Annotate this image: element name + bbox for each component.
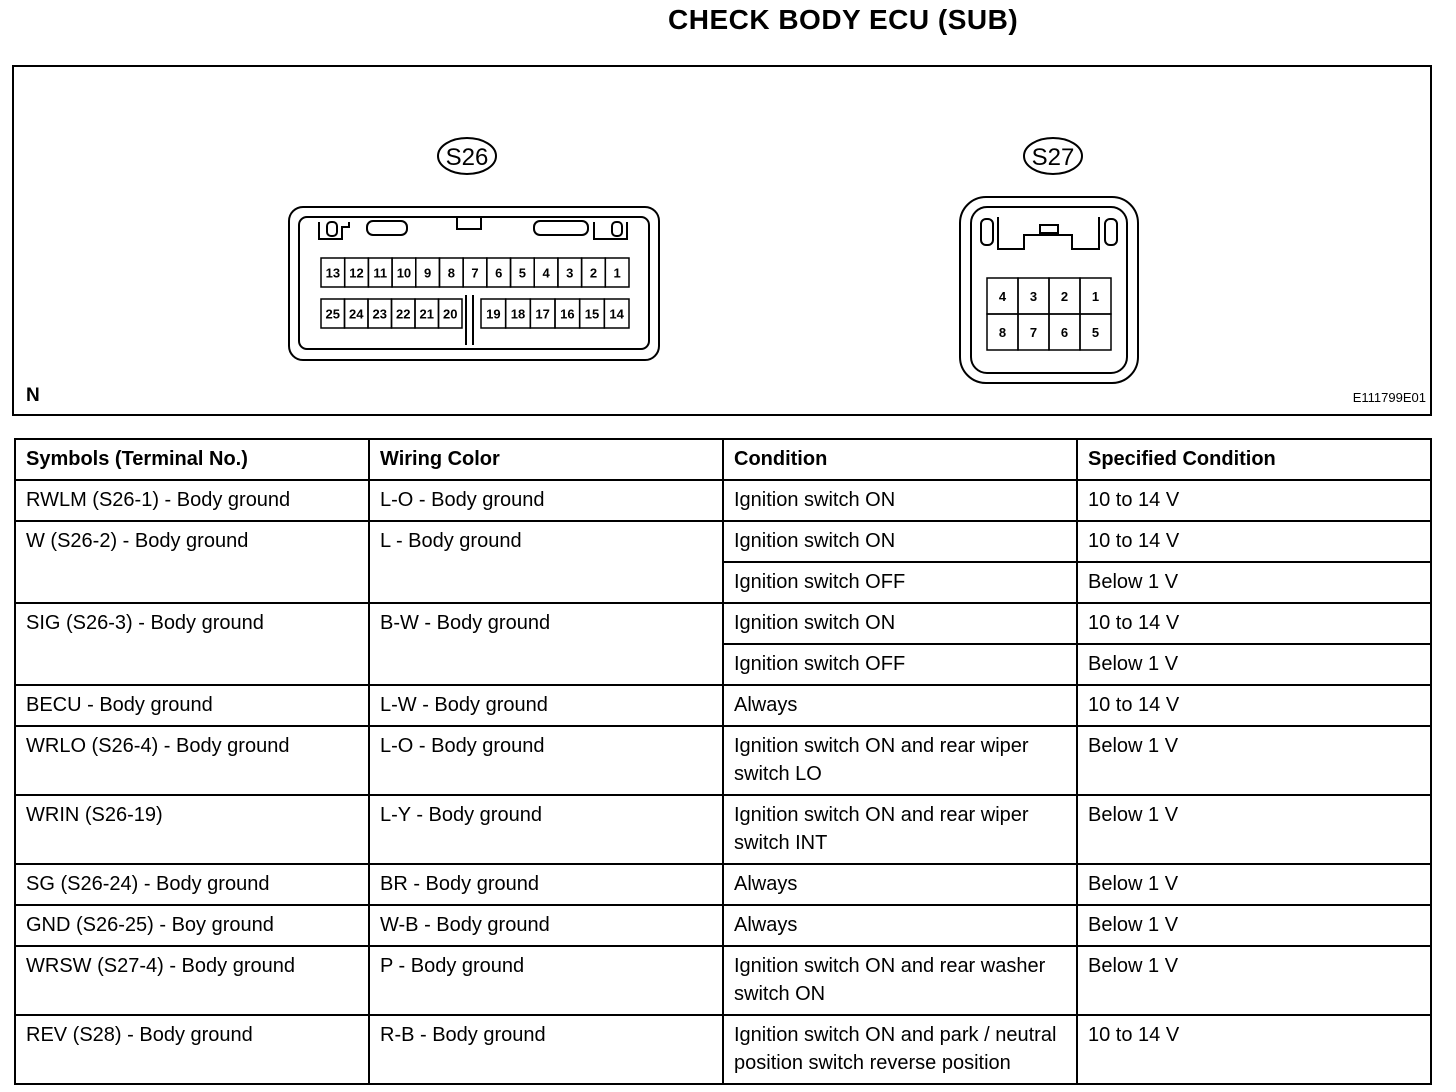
pin-number: 4 (542, 265, 550, 281)
connector-s26 (289, 207, 659, 360)
pin-number: 1 (1091, 289, 1100, 304)
table-row (15, 946, 1431, 1015)
cell-specified-condition: 10 to 14 V (1077, 521, 1431, 562)
cell-specified-condition: Below 1 V (1077, 795, 1431, 864)
pin-number: 25 (325, 306, 340, 322)
cell-symbol: SIG (S26-3) - Body ground (15, 603, 369, 685)
pin-number: 8 (447, 265, 455, 281)
cell-wiring-color: L-O - Body ground (369, 726, 723, 795)
pin-number: 2 (589, 265, 598, 281)
pin-number: 20 (443, 306, 458, 322)
cell-symbol: WRSW (S27-4) - Body ground (15, 946, 369, 1015)
spec-table (14, 438, 1432, 1085)
pin-number: 19 (486, 306, 501, 322)
cell-specified-condition: 10 to 14 V (1077, 685, 1431, 726)
pin-number: 1 (613, 265, 621, 281)
connector-s27 (960, 197, 1138, 383)
cell-condition: Ignition switch OFF (723, 562, 1077, 603)
cell-condition: Ignition switch ON and park / neutral position switch reverse position (723, 1015, 1077, 1084)
pin-number: 7 (471, 265, 479, 281)
cell-specified-condition: Below 1 V (1077, 905, 1431, 946)
cell-specified-condition: Below 1 V (1077, 726, 1431, 795)
table-row (15, 726, 1431, 795)
pin-number: 14 (609, 306, 624, 322)
cell-wiring-color: L-W - Body ground (369, 685, 723, 726)
cell-wiring-color: R-B - Body ground (369, 1015, 723, 1084)
pin-number: 23 (372, 306, 387, 322)
cell-symbol: BECU - Body ground (15, 685, 369, 726)
table-row (15, 685, 1431, 726)
cell-condition: Ignition switch ON (723, 480, 1077, 521)
s26-label: S26 (445, 144, 489, 171)
pin-number: 6 (1060, 325, 1069, 340)
cell-specified-condition: 10 to 14 V (1077, 603, 1431, 644)
cell-wiring-color: BR - Body ground (369, 864, 723, 905)
pin-number: 18 (510, 306, 526, 322)
cell-symbol: GND (S26-25) - Boy ground (15, 905, 369, 946)
table-header-row (15, 439, 1431, 480)
cell-wiring-color: P - Body ground (369, 946, 723, 1015)
cell-specified-condition: Below 1 V (1077, 946, 1431, 1015)
table-row (15, 905, 1431, 946)
pin-number: 4 (998, 289, 1007, 304)
pin-number: 7 (1029, 325, 1038, 340)
cell-wiring-color: B-W - Body ground (369, 603, 723, 685)
cell-wiring-color: L-Y - Body ground (369, 795, 723, 864)
pin-number: 21 (419, 306, 434, 322)
cell-specified-condition: Below 1 V (1077, 562, 1431, 603)
pin-number: 24 (349, 306, 364, 322)
header-symbols: Symbols (Terminal No.) (15, 439, 369, 480)
cell-wiring-color: L-O - Body ground (369, 480, 723, 521)
cell-specified-condition: 10 to 14 V (1077, 1015, 1431, 1084)
table-row (15, 521, 1431, 562)
cell-symbol: RWLM (S26-1) - Body ground (15, 480, 369, 521)
cell-wiring-color: W-B - Body ground (369, 905, 723, 946)
table-row (15, 795, 1431, 864)
pin-number: 11 (373, 265, 388, 281)
cell-condition: Ignition switch ON and rear wiper switch INT (723, 795, 1077, 864)
cell-specified-condition: 10 to 14 V (1077, 480, 1431, 521)
cell-condition: Always (723, 905, 1077, 946)
pin-number: 8 (998, 325, 1007, 340)
table-row (15, 864, 1431, 905)
pin-number: 9 (423, 265, 432, 281)
cell-condition: Always (723, 685, 1077, 726)
cell-wiring-color: L - Body ground (369, 521, 723, 603)
header-condition: Condition (723, 439, 1077, 480)
table-row (15, 480, 1431, 521)
pin-number: 22 (396, 306, 411, 322)
pin-number: 5 (518, 265, 527, 281)
cell-symbol: WRIN (S26-19) (15, 795, 369, 864)
connector-diagram (12, 65, 1432, 416)
table-row (15, 1015, 1431, 1084)
connector-diagram-svg (14, 67, 1430, 414)
table-row (15, 603, 1431, 644)
pin-number: 12 (349, 265, 364, 281)
cell-condition: Ignition switch OFF (723, 644, 1077, 685)
pin-number: 3 (1029, 289, 1038, 304)
pin-number: 6 (495, 265, 503, 281)
s27-label: S27 (1031, 144, 1075, 171)
header-wiring-color: Wiring Color (369, 439, 723, 480)
cell-condition: Ignition switch ON and rear wiper switch LO (723, 726, 1077, 795)
pin-number: 2 (1060, 289, 1069, 304)
pin-number: 5 (1091, 325, 1100, 340)
page-title: CHECK BODY ECU (SUB) (668, 4, 1019, 35)
cell-symbol: SG (S26-24) - Body ground (15, 864, 369, 905)
corner-label: N (26, 385, 40, 406)
cell-condition: Ignition switch ON (723, 521, 1077, 562)
figure-id: E111799E01 (1352, 390, 1426, 405)
pin-number: 13 (325, 265, 341, 281)
cell-condition: Ignition switch ON and rear washer switch ON (723, 946, 1077, 1015)
pin-number: 10 (396, 265, 412, 281)
pin-number: 17 (535, 306, 550, 322)
cell-condition: Ignition switch ON (723, 603, 1077, 644)
cell-specified-condition: Below 1 V (1077, 644, 1431, 685)
pin-number: 16 (560, 306, 575, 322)
header-specified-condition: Specified Condition (1077, 439, 1431, 480)
cell-specified-condition: Below 1 V (1077, 864, 1431, 905)
cell-symbol: REV (S28) - Body ground (15, 1015, 369, 1084)
cell-symbol: W (S26-2) - Body ground (15, 521, 369, 603)
cell-condition: Always (723, 864, 1077, 905)
pin-number: 3 (566, 265, 574, 281)
cell-symbol: WRLO (S26-4) - Body ground (15, 726, 369, 795)
pin-number: 15 (584, 306, 600, 322)
